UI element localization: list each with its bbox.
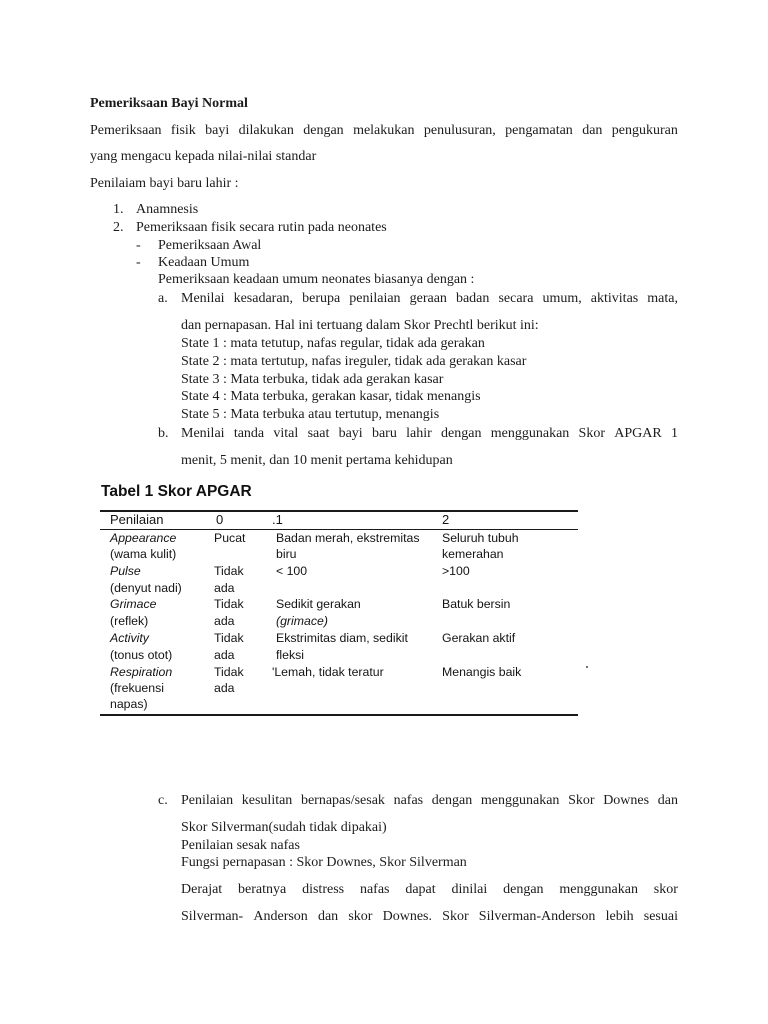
word: Penilaian — [181, 793, 234, 808]
table-cell-score-0: ada — [214, 614, 235, 628]
word: geraan — [409, 291, 447, 306]
item-c-line-4: Fungsi pernapasan : Skor Downes, Skor Silverman — [181, 855, 467, 870]
dash-bullet: - — [136, 255, 141, 270]
table-cell-score-2: Batuk bersin — [442, 597, 511, 611]
table-cell-score-0: Tidak — [214, 564, 244, 578]
word: umum, — [542, 291, 582, 306]
word: bayi — [205, 123, 230, 138]
word: Menilai — [181, 291, 225, 306]
table-cell-score-1: 'Lemah, tidak teratur — [272, 665, 384, 679]
table-cell-criterion-desc: (wama kulit) — [110, 547, 177, 561]
scan-speck — [586, 666, 588, 668]
sub-item-initial-exam: Pemeriksaan Awal — [158, 238, 262, 253]
word: Downes — [603, 793, 650, 808]
word: sesuai — [643, 909, 678, 924]
word: Silverman-Anderson — [478, 909, 596, 924]
table-cell-score-0: Pucat — [214, 531, 246, 545]
table-header-score-0: 0 — [216, 512, 224, 527]
word: bayi — [338, 426, 363, 441]
word: mata, — [647, 291, 678, 306]
word: Skor — [442, 909, 469, 924]
word: berupa — [302, 291, 341, 306]
word: Menilai — [181, 426, 225, 441]
prechtl-state-4: State 4 : Mata terbuka, gerakan kasar, tidak menangis — [181, 389, 481, 404]
word: pengukuran — [611, 123, 678, 138]
word: Skor — [568, 793, 595, 808]
table-top-rule — [100, 510, 578, 512]
table-header-score-1: .1 — [272, 512, 283, 527]
table-cell-score-1: Ekstrimitas diam, sedikit — [276, 631, 408, 645]
word: lahir — [406, 426, 432, 441]
word: dengan — [441, 426, 482, 441]
prechtl-state-3: State 3 : Mata terbuka, tidak ada gerakan kasar — [181, 372, 444, 387]
table-cell-score-2: Seluruh tubuh — [442, 531, 519, 545]
word: skor — [653, 882, 678, 897]
word: Silverman- — [181, 909, 244, 924]
word: beratnya — [238, 882, 287, 897]
item-c-line-3: Penilaian sesak nafas — [181, 838, 300, 853]
item-b-marker: b. — [158, 426, 169, 441]
table-cell-criterion-desc: (denyut nadi) — [110, 581, 182, 595]
item-a-line-1 — [181, 290, 678, 307]
table-header-criteria: Penilaian — [110, 512, 164, 527]
table-cell-criterion-desc: (tonus otot) — [110, 648, 173, 662]
dash-bullet: - — [136, 238, 141, 253]
word: skor — [348, 909, 373, 924]
table-cell-score-1: (grimace) — [276, 614, 328, 628]
word: Pemeriksaan — [90, 123, 162, 138]
word: menggunakan — [490, 426, 570, 441]
word: Anderson — [253, 909, 308, 924]
list-item-anamnesis: Anamnesis — [136, 202, 199, 217]
word: dengan — [431, 793, 473, 808]
general-condition-intro: Pemeriksaan keadaan umum neonates biasanya dengan : — [158, 272, 475, 287]
list-number-2: 2. — [113, 220, 124, 235]
table-cell-score-0: ada — [214, 681, 235, 695]
table-cell-criterion: Appearance — [110, 531, 177, 545]
item-b-line-1 — [181, 425, 678, 442]
list-number-1: 1. — [113, 202, 124, 217]
table-cell-criterion-desc: (reflek) — [110, 614, 149, 628]
word: dilakukan — [238, 123, 294, 138]
item-c-paragraph-line-1 — [181, 881, 678, 898]
word: dan — [317, 909, 339, 924]
word: Derajat — [181, 882, 223, 897]
word: distress — [302, 882, 345, 897]
item-b-line-2: menit, 5 menit, dan 10 menit pertama kehidupan — [181, 453, 453, 468]
table-cell-criterion-desc: napas) — [110, 697, 148, 711]
table-cell-criterion: Pulse — [110, 564, 141, 578]
intro-line-2: yang mengacu kepada nilai-nilai standar — [90, 149, 317, 164]
prechtl-state-5: State 5 : Mata terbuka atau tertutup, menangis — [181, 407, 440, 422]
word: 1 — [671, 426, 678, 441]
word: kesulitan — [241, 793, 293, 808]
table-cell-score-1: Sedikit gerakan — [276, 597, 361, 611]
word: tanda — [233, 426, 265, 441]
item-c-line-2: Skor Silverman(sudah tidak dipakai) — [181, 820, 387, 835]
table-header-score-2: 2 — [442, 512, 450, 527]
prechtl-state-2: State 2 : mata tertutup, nafas ireguler, tidak ada gerakan kasar — [181, 354, 527, 369]
table-bottom-rule — [100, 714, 578, 716]
word: fisik — [170, 123, 196, 138]
item-a-marker: a. — [158, 291, 168, 306]
item-c-line-1 — [181, 792, 678, 809]
word: dengan — [303, 123, 344, 138]
word: dinilai — [451, 882, 488, 897]
table-cell-score-2: Gerakan aktif — [442, 631, 516, 645]
intro-line-1 — [90, 122, 678, 139]
word: Downes. — [382, 909, 433, 924]
sub-item-general-condition: Keadaan Umum — [158, 255, 250, 270]
table-cell-score-0: ada — [214, 648, 235, 662]
word: menggunakan — [480, 793, 560, 808]
table-cell-score-0: Tidak — [214, 597, 244, 611]
table-cell-criterion: Activity — [110, 631, 149, 645]
table-cell-score-2: Menangis baik — [442, 665, 522, 679]
word: aktivitas — [590, 291, 639, 306]
table-cell-score-1: biru — [276, 547, 297, 561]
list-item-physical-exam: Pemeriksaan fisik secara rutin pada neonates — [136, 220, 387, 235]
word: secara — [498, 291, 534, 306]
document-heading: Pemeriksaan Bayi Normal — [90, 96, 248, 111]
word: nafas — [359, 882, 390, 897]
table-cell-score-0: Tidak — [214, 631, 244, 645]
word: menggunakan — [559, 882, 638, 897]
table-cell-score-0: ada — [214, 581, 235, 595]
table-cell-criterion: Grimace — [110, 597, 157, 611]
word: melakukan — [353, 123, 415, 138]
word: penulusuran, — [423, 123, 496, 138]
table-cell-score-1: < 100 — [276, 564, 308, 578]
table-cell-score-1: Badan merah, ekstremitas — [276, 531, 420, 545]
apgar-table — [100, 510, 578, 718]
item-a-line-2: dan pernapasan. Hal ini tertuang dalam Skor Prechtl berikut ini: — [181, 318, 539, 333]
word: nafas — [393, 793, 424, 808]
word: kesadaran, — [233, 291, 294, 306]
word: lebih — [605, 909, 634, 924]
word: penilaian — [349, 291, 401, 306]
table-cell-criterion: Respiration — [110, 665, 173, 679]
word: dengan — [503, 882, 544, 897]
table-cell-score-1: fleksi — [276, 648, 305, 662]
item-c-marker: c. — [158, 793, 168, 808]
assessment-label: Penilaiam bayi baru lahir : — [90, 176, 239, 191]
word: dapat — [405, 882, 436, 897]
word: baru — [371, 426, 397, 441]
word: bernapas/sesak — [300, 793, 385, 808]
word: pengamatan — [505, 123, 573, 138]
table-cell-score-0: Tidak — [214, 665, 244, 679]
word: saat — [307, 426, 330, 441]
table-cell-score-2: >100 — [442, 564, 470, 578]
table-cell-score-2: kemerahan — [442, 547, 504, 561]
table-cell-criterion-desc: (frekuensi — [110, 681, 164, 695]
word: dan — [657, 793, 678, 808]
word: Skor — [578, 426, 605, 441]
word: APGAR — [614, 426, 662, 441]
item-c-paragraph-line-2 — [181, 908, 678, 925]
word: vital — [273, 426, 299, 441]
word: badan — [455, 291, 490, 306]
apgar-table-title: Tabel 1 Skor APGAR — [101, 483, 252, 500]
word: dan — [582, 123, 603, 138]
prechtl-state-1: State 1 : mata tetutup, nafas regular, tidak ada gerakan — [181, 336, 485, 351]
